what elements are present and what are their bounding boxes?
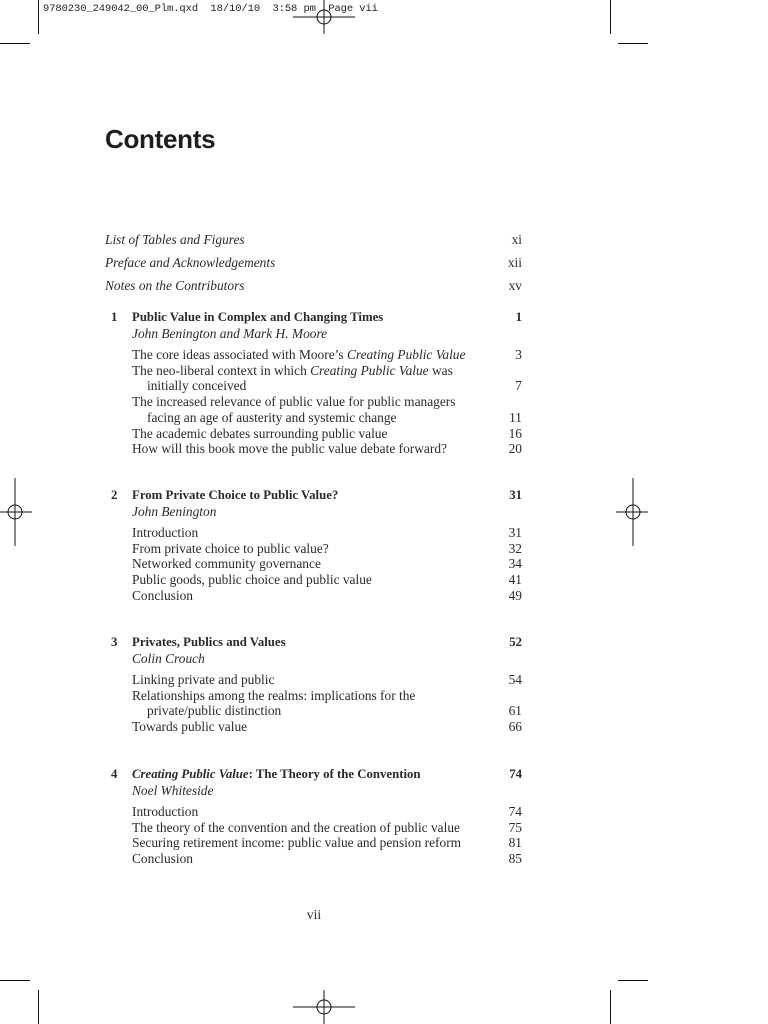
toc-page-number: xi <box>511 232 522 247</box>
chapter-title: Public Value in Complex and Changing Times <box>132 310 384 324</box>
section-page-number: 66 <box>508 719 522 735</box>
chapter-title: From Private Choice to Public Value? <box>132 488 339 502</box>
section-title: Linking private and public <box>132 672 275 687</box>
chapter-authors: John Benington and Mark H. Moore <box>132 326 328 341</box>
section-page-number: 75 <box>508 819 522 835</box>
section-page-number: 3 <box>515 347 522 362</box>
section-title: From private choice to public value? <box>132 540 329 556</box>
section-title: How will this book move the public value debate forward? <box>132 441 447 457</box>
section-title: The increased relevance of public value for public managers <box>132 394 456 410</box>
section-title: Introduction <box>132 525 199 540</box>
section-page-number: 74 <box>508 804 522 819</box>
section-page-number: 32 <box>508 540 522 556</box>
section-title: Conclusion <box>132 587 194 603</box>
toc-page-number: xv <box>508 278 522 293</box>
section-page-number: 34 <box>508 556 522 572</box>
section-title: The academic debates surrounding public value <box>132 425 388 441</box>
section-title: Networked community governance <box>132 556 321 572</box>
chapter-authors: Noel Whiteside <box>132 783 214 798</box>
section-page-number: 81 <box>508 835 522 851</box>
section-page-number: 20 <box>508 441 522 457</box>
chapter-number: 3 <box>111 635 118 649</box>
chapter-number: 4 <box>111 767 118 781</box>
chapter-page-number: 31 <box>509 488 522 502</box>
section-title: Securing retirement income: public value and pension reform <box>132 835 462 851</box>
file-slug: 9780230_249042_00_Plm.qxd 18/10/10 3:58 pm Page vii <box>43 3 378 15</box>
section-page-number: 16 <box>508 425 522 441</box>
chapter-number: 2 <box>111 488 118 502</box>
chapter-page-number: 52 <box>509 635 522 649</box>
section-title: Introduction <box>132 804 199 819</box>
section-page-number: 11 <box>509 409 522 425</box>
toc-page-number: xii <box>507 255 522 270</box>
section-title: The theory of the convention and the creation of public value <box>132 819 460 835</box>
section-title: Relationships among the realms: implications for the <box>132 687 416 703</box>
section-title: Conclusion <box>132 851 194 867</box>
chapter-authors: John Benington <box>132 504 217 519</box>
section-title: facing an age of austerity and systemic change <box>147 409 397 425</box>
section-page-number: 7 <box>515 378 522 394</box>
section-title: Public goods, public choice and public value <box>132 572 372 588</box>
section-page-number: 61 <box>508 703 522 719</box>
section-title: The core ideas associated with Moore’s Creating Public Value <box>132 347 466 362</box>
section-page-number: 85 <box>508 851 522 867</box>
section-page-number: 49 <box>508 587 522 603</box>
chapter-page-number: 74 <box>509 767 522 781</box>
chapter-page-number: 1 <box>515 310 522 324</box>
chapter-title: Privates, Publics and Values <box>132 635 286 649</box>
section-title: private/public distinction <box>147 703 282 719</box>
chapter-number: 1 <box>111 310 118 324</box>
chapter-title: Creating Public Value: The Theory of the Convention <box>132 767 421 781</box>
chapter-authors: Colin Crouch <box>132 651 205 666</box>
section-page-number: 54 <box>508 672 522 687</box>
section-title: Towards public value <box>132 719 248 735</box>
toc-front-matter-title: Notes on the Contributors <box>105 278 245 293</box>
page-folio: vii <box>306 907 322 922</box>
section-title: The neo-liberal context in which Creating Public Value was <box>132 362 453 378</box>
section-page-number: 41 <box>508 572 522 588</box>
toc-front-matter-title: Preface and Acknowledgements <box>105 255 276 270</box>
page-title: Contents <box>105 124 216 154</box>
toc-front-matter-title: List of Tables and Figures <box>105 232 245 247</box>
section-title: initially conceived <box>147 378 247 394</box>
section-page-number: 31 <box>508 525 522 540</box>
